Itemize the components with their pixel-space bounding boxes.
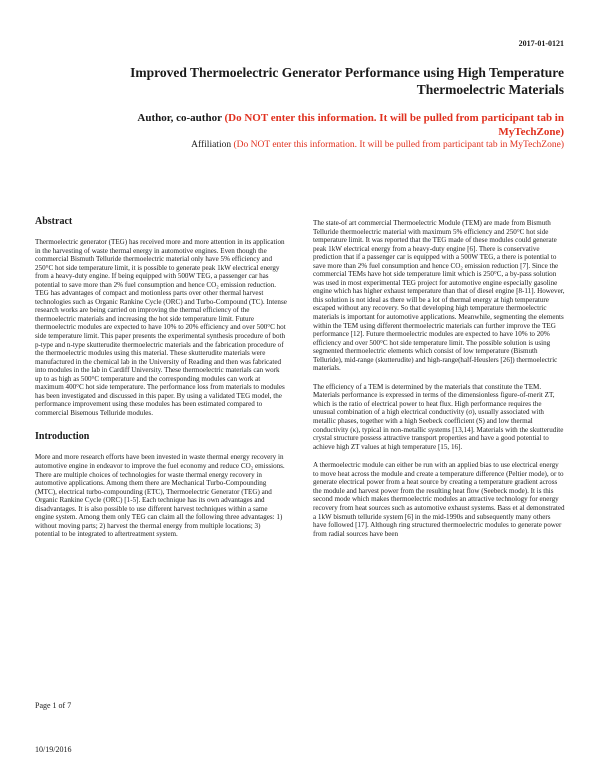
introduction-heading: Introduction bbox=[35, 431, 90, 443]
right-paragraph-3: A thermoelectric module can either be run with an applied bias to use electrical energy to move heat across the module and create a temperature difference (Peltier mode), or to generate electrical power from a heat source by creating a temperature gradient across the module and harvest power from the resulting heat flow (Seebeck mode). It is this second mode which makes thermoelectric modules an attractive technology for energy recovery from heat sources such as automotive exhaust systems. Bass et al demonstrated a 1kW bismuth telluride system [6] in the mid-1990s and subsequently many others have followed [17]. Although ring structured thermoelectric modules to generate power from radial sources have been bbox=[313, 461, 565, 538]
affiliation-label: Affiliation bbox=[191, 140, 232, 150]
paper-title-line-1: Improved Thermoelectric Generator Performance using High Temperature bbox=[130, 65, 564, 80]
paper-number: 2017-01-0121 bbox=[518, 39, 564, 48]
introduction-text: More and more research efforts have been invested in waste thermal energy recovery in automotive engine in endeavor to improve the fuel economy and reduce CO₂ emissions. There are multiple choices of technologies for waste thermal energy recovery in automotive applications. Among them there are Mechanical Turbo-Compounding (MTC), electrical turbo-compounding (ETC), Thermoelectric Generator (TEG) and Organic Rankine Cycle (ORC) [1-5]. Each technique has its own advantages and disadvantages. It is also possible to use different harvest techniques within a same engine system. Among them only TEG can claim all the following three advantages: 1) without moving parts; 2) harvest the thermal energy from multiple locations; 3) potential to be integrated to aftertreatment system. bbox=[35, 453, 285, 539]
page-number: Page 1 of 7 bbox=[35, 701, 72, 710]
right-column bbox=[313, 219, 565, 548]
affiliation-line bbox=[60, 140, 564, 151]
document-date: 10/19/2016 bbox=[35, 745, 72, 754]
right-paragraph-2: The efficiency of a TEM is determined by the materials that constitute the TEM. Materials performance is expressed in terms of the dimensionless figure-of-merit ZT, which is the ratio of electrical power to heat flux. High performance requires the unusual combination of a high electrical conductivity (σ), usually associated with metallic phases, together with a high Seebeck coefficient (S) and low thermal conductivity (κ), typical in non-metallic systems [13,14]. Materials with the skutterudite crystal structure possess attractive transport properties and have a good potential to achieve high ZT values at high temperature [15, 16]. bbox=[313, 382, 564, 451]
paper-title bbox=[70, 65, 564, 98]
author-name: Author, co-author bbox=[137, 112, 222, 124]
author-note: (Do NOT enter this information. It will be pulled from participant tab in MyTechZone) bbox=[224, 112, 564, 138]
abstract-heading: Abstract bbox=[35, 216, 73, 227]
left-column bbox=[35, 216, 287, 548]
author-line bbox=[100, 112, 564, 139]
affiliation-note: (Do NOT enter this information. It will be pulled from participant tab in MyTechZone) bbox=[233, 140, 564, 150]
abstract-text: Thermoelectric generator (TEG) has received more and more attention in its application in the harvesting of waste thermal energy in automotive engines. Even though the commercial Bismuth Telluride thermoelectric material only have 5% efficiency and 250°C hot side temperature limit, it is possible to generate peak 1kW electrical energy from a heavy-duty engine. If being equipped with 500W TEG, a passenger car has potential to save more than 2% fuel consumption and hence CO₂ emission reduction. TEG has advantages of compact and motionless parts over other thermal harvest technologies such as Organic Rankine Cycle (ORC) and Turbo-Compound (TC). Intense research works are being carried on improving the thermal efficiency of the thermoelectric materials and increasing the hot side temperature limit. Future thermoelectric modules are expected to have 10% to 20% efficiency and over 500°C hot side temperature limit. This paper presents the experimental synthesis procedure of both p-type and n-type skutterudite thermoelectric materials and the fabrication procedure of the thermoelectric modules using this material. These skutterudite materials were manufactured in the chemical lab in the University of Reading and then was fabricated into modules in the lab in Cardiff University. These thermoelectric materials can work up to as high as 500°C temperature and the corresponding modules can work at maximum 400°C hot side temperature. The performance loss from materials to modules has been investigated and discussed in this paper. By using a validated TEG model, the performance improvement using these modules has been estimated compared to commercial Bisemous Telluride modules. bbox=[35, 238, 287, 417]
right-paragraph-1: The state-of art commercial Thermoelectric Module (TEM) are made from Bismuth Telluride thermoelectric material with maximum 5% efficiency and 250°C hot side temperature limit. It was reported that the TEG made of these modules could generate peak 1kW electrical energy from a heavy-duty engine [6]. There is conservative prediction that if a passenger car is equipped with a 500W TEG, a there is potential to save more than 2% fuel consumption and hence CO₂ emission reduction [7]. Since the commercial TEMs have hot side temperature limit which is 250°C, a by-pass solution was used in most experimental TEG project for automotive engine especially gasoline engine which has higher exhaust temperature than that of diesel engine [8-11]. However, this solution is not ideal as there will be a lot of thermal energy at high temperature escaped without any recovery. So that developing high temperature thermoelectric materials is important for automotive applications. Meanwhile, segmenting the elements within the TEM using different thermoelectric materials can further improve the TEG performance [12]. Future thermoelectric modules are expected to have 10% to 20% efficiency and over 500°C hot side temperature limit. The possible solution is using segmented thermoelectric elements which consist of low temperature (Bismuth Telluride), mid-range (skutterudite) and high-range(half-Heuslers [26]) thermoelectric materials. bbox=[313, 219, 565, 373]
paper-title-line-2: Thermoelectric Materials bbox=[416, 81, 564, 97]
